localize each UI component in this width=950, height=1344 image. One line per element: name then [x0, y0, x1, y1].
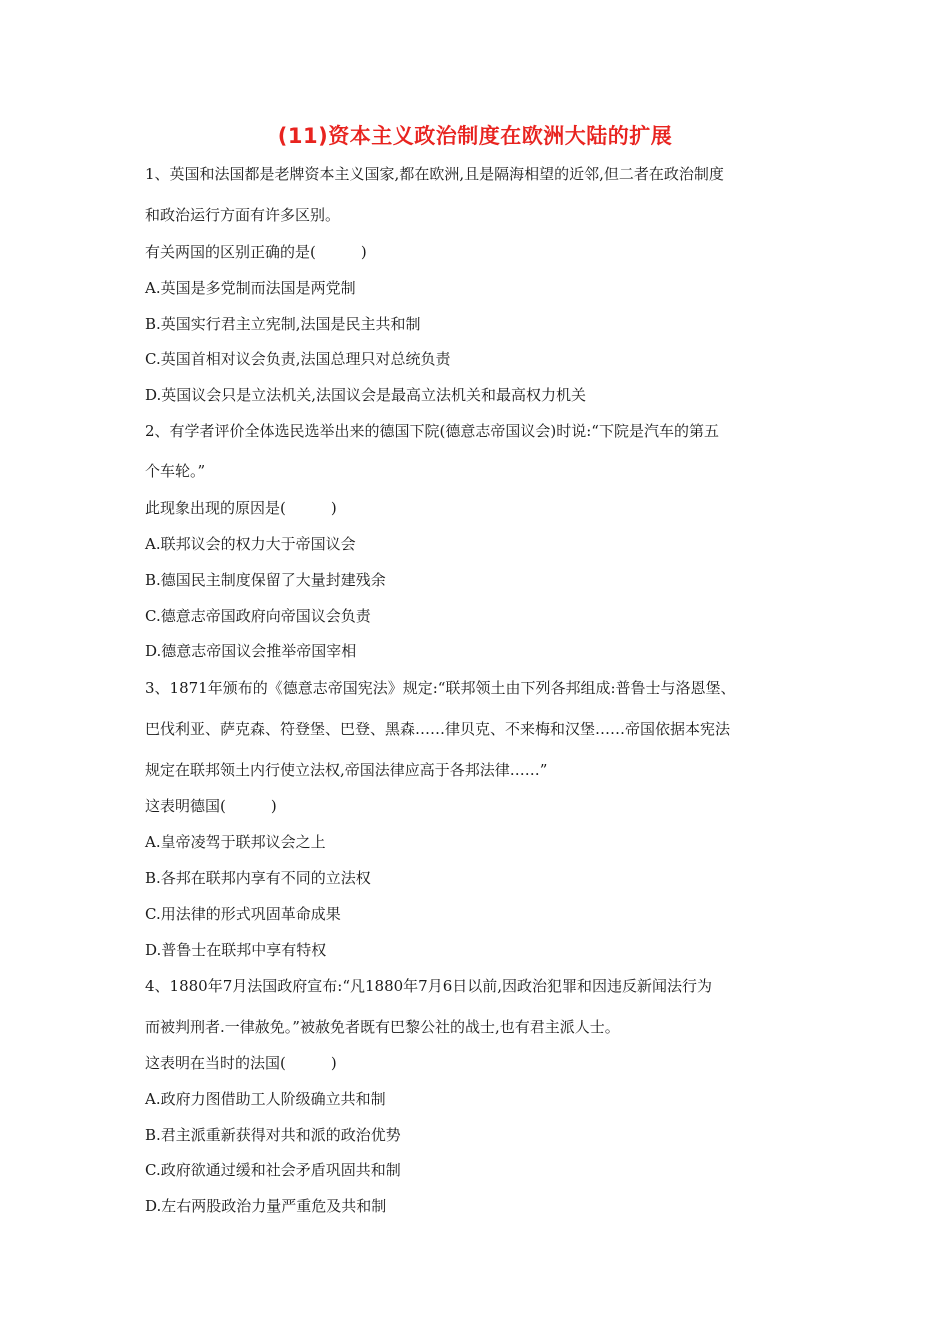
- question-3-prompt: 这表明德国( ): [145, 797, 277, 815]
- question-2-stem-line-2: 个车轮。”: [145, 462, 206, 480]
- question-2-option-b: B.德国民主制度保留了大量封建残余: [145, 571, 386, 589]
- question-2-stem-line-1: 2、有学者评价全体选民选举出来的德国下院(德意志帝国议会)时说:“下院是汽车的第五: [145, 422, 719, 440]
- question-4-option-b: B.君主派重新获得对共和派的政治优势: [145, 1126, 401, 1144]
- question-3-option-b: B.各邦在联邦内享有不同的立法权: [145, 869, 371, 887]
- question-1-stem-line-1: 1、英国和法国都是老牌资本主义国家,都在欧洲,且是隔海相望的近邻,但二者在政治制度: [145, 165, 724, 183]
- question-1-option-c: C.英国首相对议会负责,法国总理只对总统负责: [145, 350, 451, 368]
- question-4-option-a: A.政府力图借助工人阶级确立共和制: [145, 1090, 386, 1108]
- page-title: (11)资本主义政治制度在欧洲大陆的扩展: [277, 124, 673, 148]
- question-3-stem-line-2: 巴伐利亚、萨克森、符登堡、巴登、黑森……律贝克、不来梅和汉堡……帝国依据本宪法: [145, 720, 731, 738]
- question-4-prompt: 这表明在当时的法国( ): [145, 1054, 337, 1072]
- question-4-option-d: D.左右两股政治力量严重危及共和制: [145, 1197, 387, 1215]
- question-4-option-c: C.政府欲通过缓和社会矛盾巩固共和制: [145, 1161, 401, 1179]
- question-3-stem-line-1: 3、1871年颁布的《德意志帝国宪法》规定:“联邦领土由下列各邦组成:普鲁士与洛恩堡、: [145, 679, 736, 697]
- question-3-option-d: D.普鲁士在联邦中享有特权: [145, 941, 327, 959]
- question-2-option-a: A.联邦议会的权力大于帝国议会: [145, 535, 356, 553]
- question-2-option-d: D.德意志帝国议会推举帝国宰相: [145, 642, 357, 660]
- question-4-stem-line-2: 而被判刑者.一律赦免。”被赦免者既有巴黎公社的战士,也有君主派人士。: [145, 1018, 620, 1036]
- question-1-prompt: 有关两国的区别正确的是( ): [145, 243, 367, 261]
- question-2-prompt: 此现象出现的原因是( ): [145, 499, 337, 517]
- question-1-option-b: B.英国实行君主立宪制,法国是民主共和制: [145, 315, 421, 333]
- question-2-option-c: C.德意志帝国政府向帝国议会负责: [145, 607, 371, 625]
- question-3-stem-line-3: 规定在联邦领土内行使立法权,帝国法律应高于各邦法律……”: [145, 761, 548, 779]
- question-3-option-c: C.用法律的形式巩固革命成果: [145, 905, 341, 923]
- question-1-option-a: A.英国是多党制而法国是两党制: [145, 279, 356, 297]
- question-1-stem-line-2: 和政治运行方面有许多区别。: [145, 206, 341, 224]
- question-4-stem-line-1: 4、1880年7月法国政府宣布:“凡1880年7月6日以前,因政治犯罪和因违反新闻法行为: [145, 977, 713, 995]
- question-1-option-d: D.英国议会只是立法机关,法国议会是最高立法机关和最高权力机关: [145, 386, 587, 404]
- question-3-option-a: A.皇帝凌驾于联邦议会之上: [145, 833, 326, 851]
